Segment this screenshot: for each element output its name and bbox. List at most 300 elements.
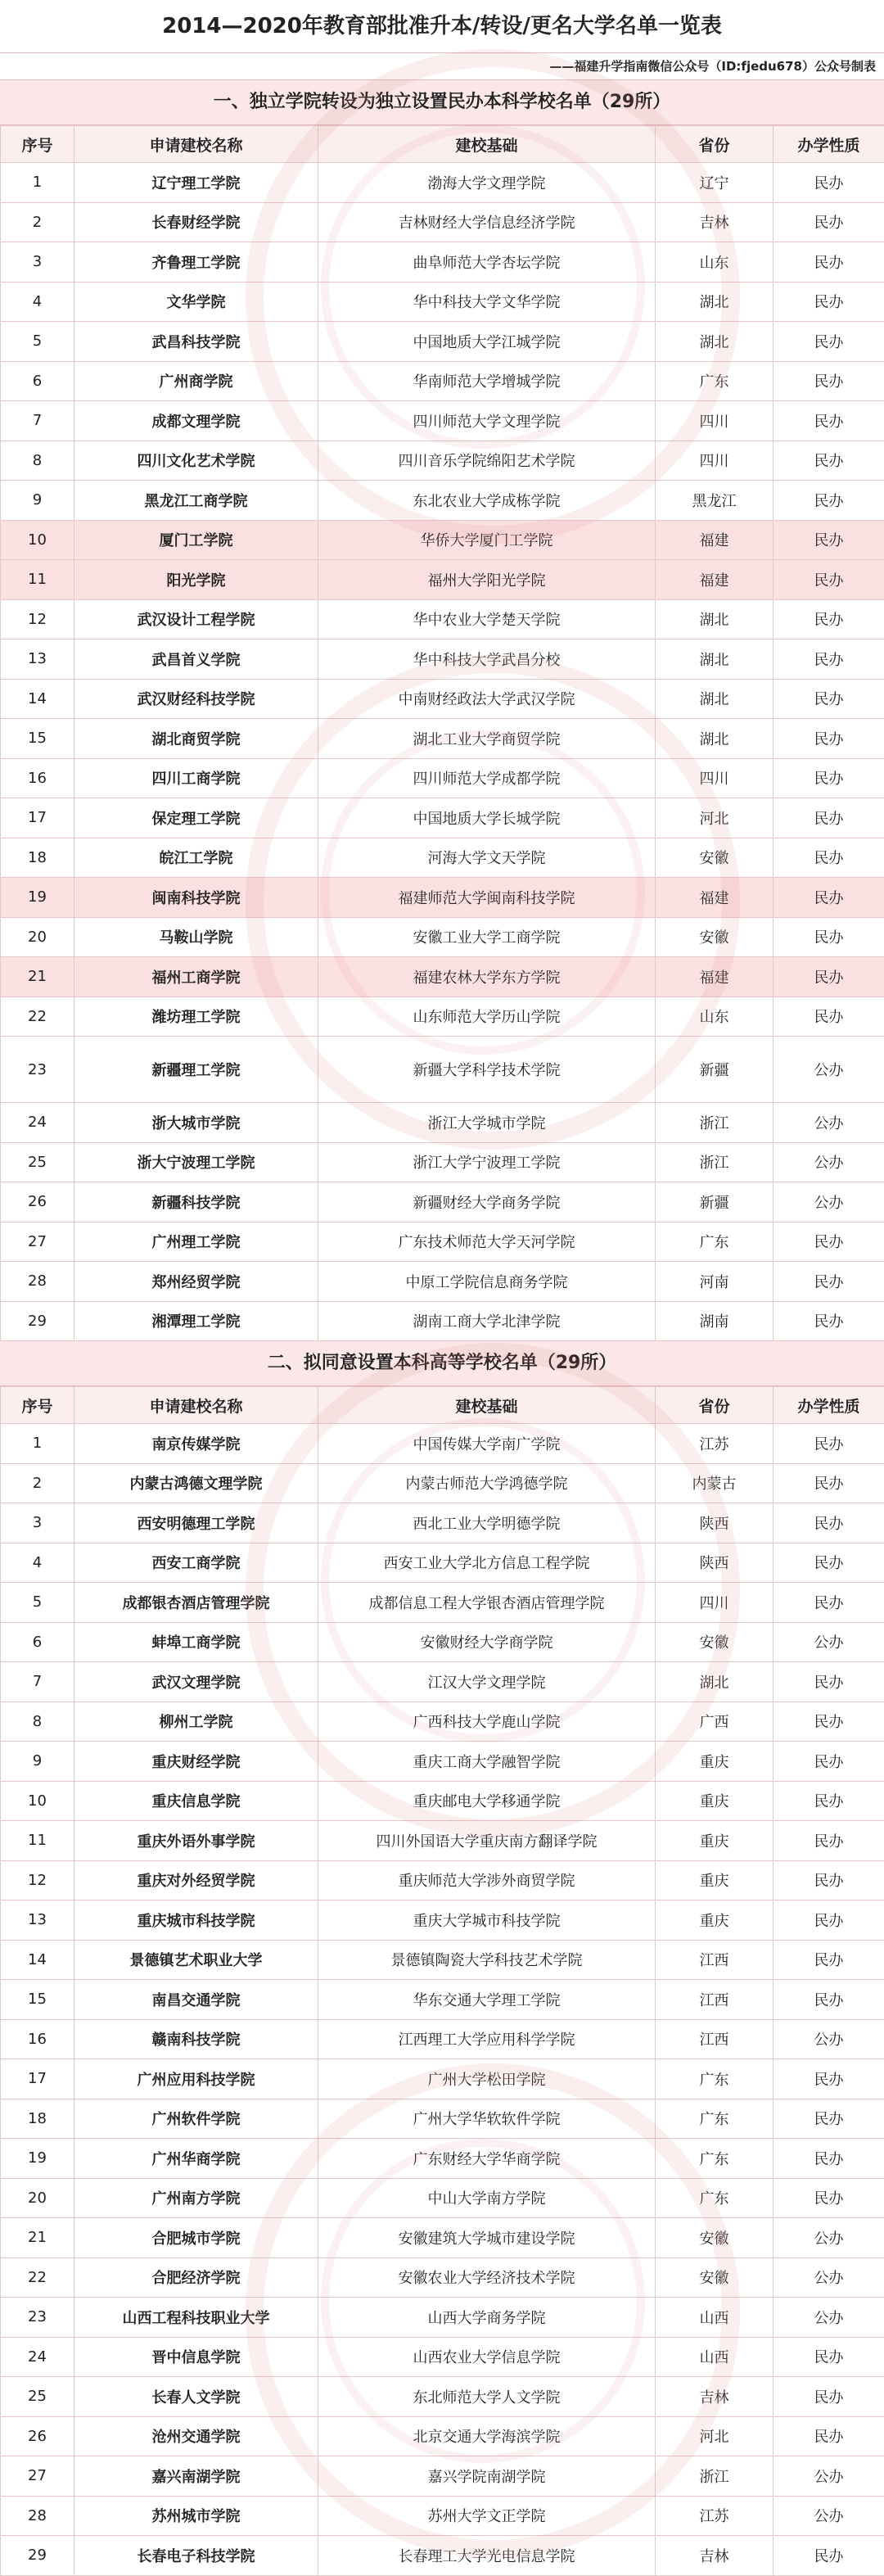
cell-province: 福建 [656,957,774,997]
cell-province: 河南 [656,1262,774,1302]
cell-foundation: 吉林财经大学信息经济学院 [318,202,656,242]
cell-province: 重庆 [656,1742,774,1782]
table-row [1,2257,884,2298]
cell-foundation: 广州大学华软软件学院 [318,2099,656,2139]
cell-index: 24 [1,1103,74,1143]
table-row [1,2019,884,2059]
cell-index: 27 [1,1222,74,1262]
cell-foundation: 北京交通大学海滨学院 [318,2416,656,2456]
table-row [1,758,884,798]
cell-school-name: 浙大城市学院 [74,1103,318,1143]
cell-province: 江苏 [656,1424,774,1464]
table-row [1,441,884,481]
cell-school-name: 蚌埠工商学院 [74,1622,318,1662]
cell-index: 8 [1,1702,74,1742]
cell-school-name: 厦门工学院 [74,520,318,560]
table-row [1,322,884,362]
cell-province: 江西 [656,2019,774,2059]
cell-nature: 公办 [774,1103,884,1143]
cell-province: 江西 [656,1980,774,2020]
cell-province: 安徽 [656,2257,774,2298]
table-row [1,1583,884,1623]
cell-province: 福建 [656,520,774,560]
header-foundation: 建校基础 [318,1387,656,1424]
cell-school-name: 湘潭理工学院 [74,1301,318,1341]
table-header-row [1,126,884,163]
table-row [1,1940,884,1980]
cell-nature: 民办 [774,758,884,798]
cell-nature: 公办 [774,1037,884,1103]
table-row [1,599,884,639]
cell-index: 28 [1,2496,74,2536]
cell-foundation: 重庆大学城市科技学院 [318,1900,656,1941]
header-index: 序号 [1,126,74,163]
cell-foundation: 浙江大学城市学院 [318,1103,656,1143]
cell-index: 8 [1,441,74,481]
cell-foundation: 安徽建筑大学城市建设学院 [318,2218,656,2258]
cell-school-name: 赣南科技学院 [74,2019,318,2059]
cell-province: 重庆 [656,1900,774,1941]
cell-province: 安徽 [656,2218,774,2258]
cell-nature: 民办 [774,2139,884,2179]
cell-nature: 公办 [774,2456,884,2497]
cell-index: 10 [1,1781,74,1821]
cell-province: 河北 [656,2416,774,2456]
cell-province: 浙江 [656,1103,774,1143]
cell-province: 安徽 [656,838,774,878]
table-row [1,163,884,203]
cell-nature: 民办 [774,2416,884,2456]
cell-nature: 民办 [774,1301,884,1341]
table-row [1,2377,884,2417]
cell-index: 11 [1,1821,74,1861]
header-province: 省份 [656,126,774,163]
table-row [1,1463,884,1503]
cell-province: 山东 [656,997,774,1037]
cell-foundation: 东北师范大学人文学院 [318,2377,656,2417]
cell-index: 19 [1,878,74,918]
cell-index: 3 [1,242,74,282]
cell-index: 20 [1,2178,74,2218]
table-row [1,1262,884,1302]
cell-foundation: 广东技术师范大学天河学院 [318,1222,656,1262]
cell-index: 18 [1,838,74,878]
cell-school-name: 四川文化艺术学院 [74,441,318,481]
cell-nature: 民办 [774,639,884,680]
cell-school-name: 闽南科技学院 [74,878,318,918]
table-row [1,520,884,560]
cell-index: 7 [1,1662,74,1702]
cell-index: 14 [1,679,74,719]
cell-foundation: 渤海大学文理学院 [318,163,656,203]
cell-school-name: 广州软件学院 [74,2099,318,2139]
cell-index: 12 [1,1860,74,1900]
cell-foundation: 长春理工大学光电信息学院 [318,2536,656,2576]
cell-province: 广东 [656,2059,774,2099]
cell-nature: 民办 [774,838,884,878]
table-row [1,1543,884,1583]
cell-school-name: 晋中信息学院 [74,2337,318,2377]
section1-title: 一、独立学院转设为独立设置民办本科学校名单（29所） [0,80,884,125]
cell-school-name: 长春财经学院 [74,202,318,242]
cell-index: 9 [1,481,74,521]
cell-nature: 民办 [774,2536,884,2576]
cell-nature: 民办 [774,322,884,362]
cell-province: 广东 [656,2099,774,2139]
cell-nature: 民办 [774,1781,884,1821]
cell-school-name: 武昌首义学院 [74,639,318,680]
cell-province: 四川 [656,758,774,798]
cell-school-name: 重庆城市科技学院 [74,1900,318,1941]
cell-index: 1 [1,163,74,203]
cell-school-name: 苏州城市学院 [74,2496,318,2536]
section1-rows [1,163,884,1341]
header-province: 省份 [656,1387,774,1424]
cell-school-name: 西安明德理工学院 [74,1503,318,1543]
cell-index: 6 [1,361,74,401]
cell-nature: 民办 [774,1503,884,1543]
cell-school-name: 成都银杏酒店管理学院 [74,1583,318,1623]
header-index: 序号 [1,1387,74,1424]
cell-province: 黑龙江 [656,481,774,521]
cell-school-name: 新疆理工学院 [74,1037,318,1103]
cell-index: 7 [1,401,74,441]
cell-school-name: 武昌科技学院 [74,322,318,362]
cell-index: 20 [1,917,74,957]
cell-province: 辽宁 [656,163,774,203]
cell-foundation: 西北工业大学明德学院 [318,1503,656,1543]
cell-province: 内蒙古 [656,1463,774,1503]
cell-nature: 公办 [774,1182,884,1222]
cell-school-name: 沧州交通学院 [74,2416,318,2456]
cell-nature: 民办 [774,917,884,957]
cell-index: 22 [1,997,74,1037]
table-row [1,997,884,1037]
cell-foundation: 江汉大学文理学院 [318,1662,656,1702]
table-row [1,2139,884,2179]
cell-province: 重庆 [656,1821,774,1861]
cell-school-name: 长春人文学院 [74,2377,318,2417]
cell-foundation: 河海大学文天学院 [318,838,656,878]
cell-school-name: 柳州工学院 [74,1702,318,1742]
section1-table [0,125,884,1341]
cell-province: 湖北 [656,639,774,680]
cell-school-name: 马鞍山学院 [74,917,318,957]
table-row [1,1980,884,2020]
page-title: 2014—2020年教育部批准升本/转设/更名大学名单一览表 [0,0,884,53]
table-row [1,2496,884,2536]
cell-school-name: 西安工商学院 [74,1543,318,1583]
cell-school-name: 皖江工学院 [74,838,318,878]
table-row [1,2456,884,2497]
header-nature: 办学性质 [774,1387,884,1424]
cell-index: 25 [1,1142,74,1182]
cell-school-name: 浙大宁波理工学院 [74,1142,318,1182]
cell-index: 11 [1,560,74,600]
cell-index: 23 [1,2298,74,2338]
cell-index: 25 [1,2377,74,2417]
cell-nature: 民办 [774,1742,884,1782]
cell-foundation: 重庆工商大学融智学院 [318,1742,656,1782]
cell-nature: 民办 [774,481,884,521]
cell-nature: 民办 [774,441,884,481]
cell-school-name: 潍坊理工学院 [74,997,318,1037]
table-row [1,1821,884,1861]
cell-province: 重庆 [656,1781,774,1821]
table-row [1,878,884,918]
cell-index: 16 [1,2019,74,2059]
cell-index: 16 [1,758,74,798]
table-row [1,1781,884,1821]
cell-index: 27 [1,2456,74,2497]
cell-school-name: 景德镇艺术职业大学 [74,1940,318,1980]
cell-foundation: 福建师范大学闽南科技学院 [318,878,656,918]
section2-rows [1,1424,884,2576]
cell-province: 湖北 [656,599,774,639]
cell-index: 18 [1,2099,74,2139]
table-row [1,957,884,997]
table-row [1,242,884,282]
cell-province: 湖北 [656,322,774,362]
cell-foundation: 嘉兴学院南湖学院 [318,2456,656,2497]
cell-school-name: 福州工商学院 [74,957,318,997]
cell-index: 17 [1,798,74,838]
table-row [1,2218,884,2258]
cell-foundation: 山西农业大学信息学院 [318,2337,656,2377]
section2-title: 二、拟同意设置本科高等学校名单（29所） [0,1341,884,1386]
cell-school-name: 重庆信息学院 [74,1781,318,1821]
cell-index: 19 [1,2139,74,2179]
table-row [1,202,884,242]
table-row [1,1182,884,1222]
table-row [1,719,884,759]
cell-province: 广西 [656,1702,774,1742]
cell-foundation: 华中农业大学楚天学院 [318,599,656,639]
cell-nature: 民办 [774,1424,884,1464]
header-school-name: 申请建校名称 [74,1387,318,1424]
cell-index: 1 [1,1424,74,1464]
cell-province: 广东 [656,361,774,401]
cell-index: 3 [1,1503,74,1543]
cell-index: 14 [1,1940,74,1980]
cell-province: 新疆 [656,1182,774,1222]
cell-foundation: 内蒙古师范大学鸿德学院 [318,1463,656,1503]
cell-nature: 民办 [774,1702,884,1742]
cell-foundation: 湖南工商大学北津学院 [318,1301,656,1341]
table-row [1,1860,884,1900]
cell-nature: 民办 [774,798,884,838]
header-foundation: 建校基础 [318,126,656,163]
cell-nature: 民办 [774,1980,884,2020]
cell-province: 安徽 [656,1622,774,1662]
cell-nature: 公办 [774,2298,884,2338]
cell-foundation: 曲阜师范大学杏坛学院 [318,242,656,282]
cell-foundation: 广东财经大学华商学院 [318,2139,656,2179]
cell-school-name: 成都文理学院 [74,401,318,441]
cell-nature: 民办 [774,202,884,242]
cell-nature: 公办 [774,2218,884,2258]
cell-school-name: 合肥城市学院 [74,2218,318,2258]
table-row [1,798,884,838]
cell-index: 4 [1,1543,74,1583]
cell-foundation: 山东师范大学历山学院 [318,997,656,1037]
cell-province: 福建 [656,560,774,600]
cell-foundation: 西安工业大学北方信息工程学院 [318,1543,656,1583]
cell-foundation: 重庆师范大学涉外商贸学院 [318,1860,656,1900]
cell-nature: 公办 [774,2257,884,2298]
cell-school-name: 保定理工学院 [74,798,318,838]
cell-foundation: 景德镇陶瓷大学科技艺术学院 [318,1940,656,1980]
cell-index: 5 [1,1583,74,1623]
cell-nature: 民办 [774,1463,884,1503]
cell-nature: 民办 [774,1222,884,1262]
cell-school-name: 四川工商学院 [74,758,318,798]
table-row [1,2536,884,2576]
cell-nature: 民办 [774,2178,884,2218]
cell-province: 四川 [656,441,774,481]
cell-index: 26 [1,2416,74,2456]
cell-province: 湖北 [656,719,774,759]
cell-foundation: 重庆邮电大学移通学院 [318,1781,656,1821]
cell-province: 浙江 [656,2456,774,2497]
cell-nature: 民办 [774,719,884,759]
cell-province: 江西 [656,1940,774,1980]
cell-school-name: 重庆对外经贸学院 [74,1860,318,1900]
cell-province: 四川 [656,401,774,441]
cell-foundation: 中国地质大学江城学院 [318,322,656,362]
cell-province: 陕西 [656,1543,774,1583]
table-row [1,2099,884,2139]
cell-school-name: 广州商学院 [74,361,318,401]
cell-index: 22 [1,2257,74,2298]
cell-foundation: 四川师范大学文理学院 [318,401,656,441]
cell-foundation: 华中科技大学文华学院 [318,282,656,322]
cell-province: 广东 [656,2178,774,2218]
cell-foundation: 福建农林大学东方学院 [318,957,656,997]
cell-nature: 民办 [774,997,884,1037]
cell-index: 4 [1,282,74,322]
cell-nature: 民办 [774,1940,884,1980]
table-row [1,1503,884,1543]
table-row [1,1301,884,1341]
table-row [1,917,884,957]
cell-index: 2 [1,202,74,242]
cell-index: 29 [1,1301,74,1341]
cell-school-name: 新疆科技学院 [74,1182,318,1222]
cell-foundation: 浙江大学宁波理工学院 [318,1142,656,1182]
cell-nature: 民办 [774,1262,884,1302]
cell-school-name: 广州应用科技学院 [74,2059,318,2099]
table-row [1,2298,884,2338]
cell-foundation: 新疆大学科学技术学院 [318,1037,656,1103]
cell-school-name: 辽宁理工学院 [74,163,318,203]
cell-nature: 民办 [774,2099,884,2139]
cell-nature: 民办 [774,2059,884,2099]
cell-province: 福建 [656,878,774,918]
cell-province: 湖北 [656,1662,774,1702]
table-row [1,361,884,401]
cell-foundation: 四川师范大学成都学院 [318,758,656,798]
cell-foundation: 新疆财经大学商务学院 [318,1182,656,1222]
table-row [1,401,884,441]
cell-school-name: 山西工程科技职业大学 [74,2298,318,2338]
table-row [1,1622,884,1662]
section2-table [0,1386,884,2576]
table-row [1,639,884,680]
cell-foundation: 四川音乐学院绵阳艺术学院 [318,441,656,481]
cell-nature: 民办 [774,163,884,203]
table-row [1,2059,884,2099]
table-row [1,2416,884,2456]
cell-nature: 民办 [774,1583,884,1623]
cell-nature: 民办 [774,957,884,997]
cell-province: 吉林 [656,2536,774,2576]
cell-nature: 民办 [774,2337,884,2377]
cell-province: 陕西 [656,1503,774,1543]
cell-province: 吉林 [656,202,774,242]
cell-nature: 公办 [774,1622,884,1662]
cell-foundation: 东北农业大学成栋学院 [318,481,656,521]
table-row [1,1103,884,1143]
cell-nature: 民办 [774,679,884,719]
cell-school-name: 武汉财经科技学院 [74,679,318,719]
cell-province: 广东 [656,1222,774,1262]
cell-index: 13 [1,639,74,680]
table-row [1,560,884,600]
cell-school-name: 郑州经贸学院 [74,1262,318,1302]
cell-school-name: 广州理工学院 [74,1222,318,1262]
cell-foundation: 华东交通大学理工学院 [318,1980,656,2020]
cell-school-name: 南京传媒学院 [74,1424,318,1464]
table-row [1,481,884,521]
cell-school-name: 文华学院 [74,282,318,322]
table-row [1,1702,884,1742]
cell-school-name: 南昌交通学院 [74,1980,318,2020]
cell-province: 广东 [656,2139,774,2179]
cell-school-name: 湖北商贸学院 [74,719,318,759]
cell-nature: 民办 [774,1662,884,1702]
cell-foundation: 华南师范大学增城学院 [318,361,656,401]
table-row [1,1742,884,1782]
table-row [1,679,884,719]
cell-nature: 公办 [774,2496,884,2536]
cell-index: 6 [1,1622,74,1662]
cell-school-name: 长春电子科技学院 [74,2536,318,2576]
cell-school-name: 阳光学院 [74,560,318,600]
cell-school-name: 黑龙江工商学院 [74,481,318,521]
cell-province: 重庆 [656,1860,774,1900]
cell-foundation: 中国地质大学长城学院 [318,798,656,838]
cell-nature: 公办 [774,2019,884,2059]
cell-foundation: 江西理工大学应用科学学院 [318,2019,656,2059]
cell-province: 山西 [656,2298,774,2338]
cell-province: 河北 [656,798,774,838]
cell-nature: 民办 [774,401,884,441]
credit-line: ——福建升学指南微信公众号（ID:fjedu678）公众号制表 [0,53,884,80]
table-row [1,282,884,322]
cell-foundation: 安徽农业大学经济技术学院 [318,2257,656,2298]
header-nature: 办学性质 [774,126,884,163]
cell-nature: 公办 [774,1142,884,1182]
cell-nature: 民办 [774,599,884,639]
cell-nature: 民办 [774,2377,884,2417]
cell-index: 21 [1,2218,74,2258]
table-row [1,1037,884,1103]
cell-province: 湖北 [656,282,774,322]
cell-nature: 民办 [774,361,884,401]
cell-school-name: 内蒙古鸿德文理学院 [74,1463,318,1503]
cell-province: 江苏 [656,2496,774,2536]
